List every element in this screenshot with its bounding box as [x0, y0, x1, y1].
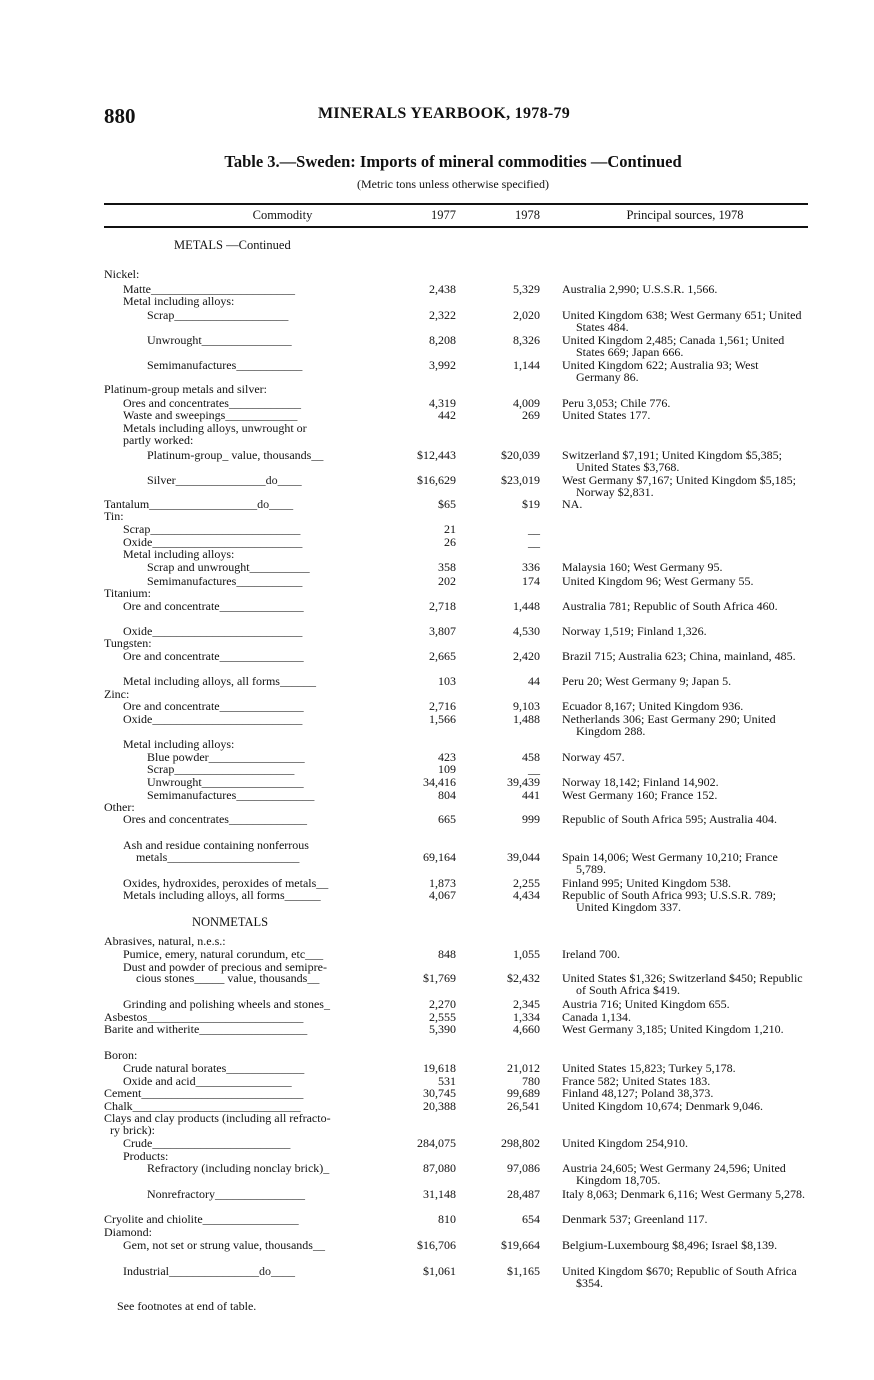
commodity-name: Diamond: [104, 1225, 152, 1239]
table-subtitle: (Metric tons unless otherwise specified) [357, 177, 549, 191]
value-1977: 5,390 [429, 1022, 456, 1036]
leader-dots: __________________________ [147, 1010, 304, 1024]
commodity-label [123, 434, 193, 447]
leader-dots: __ [316, 876, 329, 890]
commodity-name: Metals including alloys, all forms [123, 888, 285, 902]
leader-dots: ___________ [236, 358, 303, 372]
principal-sources: Ireland 700. [562, 947, 620, 961]
value-1977: $12,443 [417, 448, 456, 462]
commodity-name: Scrap [147, 762, 175, 776]
leader-dots: __________________do____ [149, 497, 294, 511]
leader-dots: ____________________________ [132, 1099, 301, 1113]
principal-sources: Malaysia 160; West Germany 95. [562, 560, 723, 574]
value-1978: 9,103 [513, 699, 540, 713]
commodity-name: Crude [123, 1136, 153, 1150]
commodity-name: Waste and sweepings [123, 408, 226, 422]
leader-dots: ________________ [195, 1074, 292, 1088]
principal-sources: West Germany $7,167; United Kingdom $5,185; Norway $2,831. [562, 473, 797, 499]
running-title: MINERALS YEARBOOK, 1978-79 [318, 105, 571, 122]
commodity-name: Dust and powder of precious and semipre- [123, 960, 327, 974]
commodity-name: Ore and concentrate [123, 699, 220, 713]
commodity-name: Gem, not set or strung value, thousands [123, 1238, 313, 1252]
value-1978: 99,689 [507, 1086, 540, 1100]
principal-sources: Austria 24,605; West Germany 24,596; United Kingdom 18,705. [562, 1161, 786, 1187]
commodity-name: Metal including alloys: [123, 547, 235, 561]
principal-sources: West Germany 3,185; United Kingdom 1,210. [562, 1022, 784, 1036]
leader-dots: ___________ [236, 574, 303, 588]
principal-sources: Norway 18,142; Finland 14,902. [562, 775, 719, 789]
commodity-name: Oxide [123, 712, 153, 726]
commodity-name: Other: [104, 800, 135, 814]
commodity-name: Semimanufactures [147, 358, 237, 372]
principal-sources: Italy 8,063; Denmark 6,116; West Germany 5,278. [562, 1187, 805, 1201]
value-1977: 31,148 [423, 1187, 456, 1201]
commodity-name: ry brick): [110, 1123, 155, 1137]
principal-sources: Netherlands 306; East Germany 290; United Kingdom 288. [562, 712, 776, 738]
value-1977: 1,566 [429, 712, 456, 726]
principal-sources: Denmark 537; Greenland 117. [562, 1212, 708, 1226]
leader-dots: ______________ [219, 699, 304, 713]
commodity-label [123, 889, 321, 902]
commodity-name: Asbestos [104, 1010, 148, 1024]
value-1978: 4,530 [513, 624, 540, 638]
commodity-label [104, 1023, 307, 1036]
value-1978: 298,802 [501, 1136, 540, 1150]
commodity-name: Chalk [104, 1099, 133, 1113]
principal-sources: Spain 14,006; West Germany 10,210; France 5,789. [562, 850, 778, 876]
value-1978: 1,448 [513, 599, 540, 613]
commodity-name: Unwrought [147, 775, 202, 789]
value-1977: $1,769 [423, 971, 456, 985]
leader-dots: ________________________ [151, 282, 295, 296]
leader-dots: _______________do____ [169, 1264, 295, 1278]
commodity-name: Boron: [104, 1048, 138, 1062]
value-1978: $23,019 [501, 473, 540, 487]
commodity-label [136, 851, 299, 864]
value-1977: 4,319 [429, 396, 456, 410]
commodity-label [147, 359, 302, 372]
value-1978: 336 [522, 560, 540, 574]
commodity-name: Cryolite and chiolite [104, 1212, 203, 1226]
footnote: See footnotes at end of table. [117, 1299, 257, 1313]
commodity-label [104, 268, 139, 281]
commodity-name: Scrap [147, 308, 175, 322]
commodity-name: Scrap [123, 522, 151, 536]
value-1978: $19,664 [501, 1238, 540, 1252]
commodity-name: Grinding and polishing wheels and stones [123, 997, 324, 1011]
principal-sources: Norway 457. [562, 750, 625, 764]
leader-dots: _ [323, 1161, 330, 1175]
principal-sources: Australia 781; Republic of South Africa 460. [562, 599, 778, 613]
value-1978: 5,329 [513, 282, 540, 296]
value-1977: 2,438 [429, 282, 456, 296]
value-1978: 39,439 [507, 775, 540, 789]
value-1977: 202 [438, 574, 456, 588]
value-1978: 39,044 [507, 850, 540, 864]
value-1978: __ [528, 522, 540, 536]
value-1977: 810 [438, 1212, 456, 1226]
principal-sources: Peru 20; West Germany 9; Japan 5. [562, 674, 732, 688]
value-1977: 34,416 [423, 775, 456, 789]
commodity-label [123, 713, 302, 726]
commodity-name: Platinum-group metals and silver: [104, 382, 267, 396]
principal-sources: NA. [562, 497, 583, 511]
principal-sources: Switzerland $7,191; United Kingdom $5,385; United States $3,768. [562, 448, 782, 474]
column-header-1978: 1978 [515, 208, 540, 222]
commodity-label [123, 600, 304, 613]
commodity-label [123, 295, 234, 308]
value-1978: 2,420 [513, 649, 540, 663]
value-1978: 4,434 [513, 888, 540, 902]
value-1977: 2,665 [429, 649, 456, 663]
commodity-name: Oxide [123, 624, 153, 638]
commodity-label [123, 813, 307, 826]
value-1977: 284,075 [417, 1136, 456, 1150]
leader-dots: ______________ [219, 649, 304, 663]
value-1977: 69,164 [423, 850, 456, 864]
commodity-name: Nonrefractory [147, 1187, 215, 1201]
leader-dots: ___________________ [174, 308, 289, 322]
value-1978: 26,541 [507, 1099, 540, 1113]
value-1978: __ [528, 762, 540, 776]
value-1978: 28,487 [507, 1187, 540, 1201]
commodity-label [123, 1239, 325, 1252]
principal-sources: Republic of South Africa 595; Australia 404. [562, 812, 777, 826]
value-1977: $16,629 [417, 473, 456, 487]
commodity-name: Matte [123, 282, 151, 296]
principal-sources: Australia 2,990; U.S.S.R. 1,566. [562, 282, 718, 296]
commodity-label [104, 383, 267, 396]
value-1977: 20,388 [423, 1099, 456, 1113]
commodity-name: Cement [104, 1086, 142, 1100]
leader-dots: _________________________ [152, 535, 303, 549]
principal-sources: Brazil 715; Australia 623; China, mainland, 485. [562, 649, 796, 663]
principal-sources: Ecuador 8,167; United Kingdom 936. [562, 699, 744, 713]
value-1977: 2,270 [429, 997, 456, 1011]
principal-sources: France 582; United States 183. [562, 1074, 711, 1088]
commodity-name: cious stones_____ value, thousands [136, 971, 308, 985]
value-1977: 2,322 [429, 308, 456, 322]
principal-sources: United States $1,326; Switzerland $450; Republic of South Africa $419. [562, 971, 803, 997]
value-1978: 654 [522, 1212, 540, 1226]
commodity-name: Metal including alloys, all forms [123, 674, 280, 688]
principal-sources: Peru 3,053; Chile 776. [562, 396, 671, 410]
commodity-name: Barite and witherite [104, 1022, 200, 1036]
principal-sources: Austria 716; United Kingdom 655. [562, 997, 730, 1011]
value-1977: 442 [438, 408, 456, 422]
commodity-name: Clays and clay products (including all refracto- [104, 1111, 331, 1125]
commodity-name: Tungsten: [104, 636, 152, 650]
commodity-name: Ores and concentrates [123, 812, 229, 826]
table-header-rule [104, 226, 808, 228]
principal-sources: United Kingdom 638; West Germany 651; United States 484. [562, 308, 802, 334]
value-1978: 44 [528, 674, 540, 688]
leader-dots: _________________________ [152, 712, 303, 726]
column-header-commodity: Commodity [252, 208, 313, 222]
value-1978: 4,009 [513, 396, 540, 410]
commodity-name: Nickel: [104, 267, 140, 281]
value-1977: 8,208 [429, 333, 456, 347]
leader-dots: _____________ [226, 1061, 305, 1075]
commodity-label [147, 575, 302, 588]
value-1978: 8,326 [513, 333, 540, 347]
value-1977: 26 [444, 535, 456, 549]
value-1977: 30,745 [423, 1086, 456, 1100]
value-1978: 441 [522, 788, 540, 802]
commodity-name: partly worked: [123, 433, 194, 447]
value-1978: $20,039 [501, 448, 540, 462]
value-1978: 1,334 [513, 1010, 540, 1024]
commodity-name: Ash and residue containing nonferrous [123, 838, 309, 852]
leader-dots: ______ [279, 674, 316, 688]
commodity-name: Silver [147, 473, 176, 487]
principal-sources: Finland 995; United Kingdom 538. [562, 876, 731, 890]
commodity-name: Tin: [104, 509, 124, 523]
value-1978: 269 [522, 408, 540, 422]
commodity-name: Semimanufactures [147, 574, 237, 588]
value-1977: 804 [438, 788, 456, 802]
commodity-name: Oxide and acid [123, 1074, 196, 1088]
leader-dots: ______________________ [167, 850, 300, 864]
principal-sources: Finland 48,127; Poland 38,373. [562, 1086, 714, 1100]
leader-dots: __ [312, 1238, 325, 1252]
commodity-name: Ores and concentrates [123, 396, 229, 410]
commodity-label [147, 334, 292, 347]
leader-dots: __ [311, 448, 324, 462]
leader-dots: _______________ [214, 1187, 305, 1201]
value-1978: 1,488 [513, 712, 540, 726]
commodity-name: Pumice, emery, natural corundum, etc [123, 947, 306, 961]
principal-sources: West Germany 160; France 152. [562, 788, 718, 802]
leader-dots: ________________ [202, 1212, 299, 1226]
commodity-name: Ore and concentrate [123, 599, 220, 613]
value-1978: $1,165 [507, 1264, 540, 1278]
commodity-name: Platinum-group_ value, thousands [147, 448, 312, 462]
section-heading-nonmetals: NONMETALS [192, 915, 269, 929]
value-1977: $1,061 [423, 1264, 456, 1278]
table-top-rule [104, 203, 808, 205]
commodity-name: Zinc: [104, 687, 130, 701]
commodity-name: Unwrought [147, 333, 202, 347]
principal-sources: Norway 1,519; Finland 1,326. [562, 624, 707, 638]
value-1978: 780 [522, 1074, 540, 1088]
leader-dots: __________________ [199, 1022, 308, 1036]
principal-sources: United Kingdom 254,910. [562, 1136, 688, 1150]
value-1977: 21 [444, 522, 456, 536]
value-1978: 174 [522, 574, 540, 588]
commodity-name: Abrasives, natural, n.e.s.: [104, 934, 226, 948]
principal-sources: United Kingdom 10,674; Denmark 9,046. [562, 1099, 763, 1113]
leader-dots: __________ [249, 560, 310, 574]
leader-dots: ______________ [219, 599, 304, 613]
value-1977: $16,706 [417, 1238, 456, 1252]
commodity-name: metals [136, 850, 168, 864]
commodity-label [147, 474, 302, 487]
commodity-label [123, 675, 316, 688]
value-1978: 999 [522, 812, 540, 826]
commodity-name: Refractory (including nonclay brick) [147, 1161, 324, 1175]
principal-sources: United Kingdom 96; West Germany 55. [562, 574, 754, 588]
value-1977: 358 [438, 560, 456, 574]
commodity-name: Metal including alloys: [123, 737, 235, 751]
value-1977: 109 [438, 762, 456, 776]
commodity-label [147, 1162, 329, 1175]
value-1978: 2,255 [513, 876, 540, 890]
commodity-name: Tantalum [104, 497, 150, 511]
value-1978: 1,055 [513, 947, 540, 961]
commodity-label [147, 561, 310, 574]
value-1977: $65 [438, 497, 456, 511]
commodity-label [123, 650, 304, 663]
commodity-name: Products: [123, 1149, 169, 1163]
leader-dots: ______ [284, 888, 321, 902]
commodity-label [104, 510, 124, 523]
leader-dots: _____________ [236, 788, 315, 802]
leader-dots: ____________ [228, 396, 301, 410]
value-1977: 103 [438, 674, 456, 688]
section-heading-metals: METALS —Continued [174, 238, 291, 252]
value-1978: $19 [522, 497, 540, 511]
leader-dots: _______________ [201, 333, 292, 347]
value-1978: 458 [522, 750, 540, 764]
leader-dots: ____________________ [174, 762, 295, 776]
value-1977: 3,807 [429, 624, 456, 638]
principal-sources: United States 15,823; Turkey 5,178. [562, 1061, 736, 1075]
value-1977: 87,080 [423, 1161, 456, 1175]
commodity-label [147, 1188, 305, 1201]
value-1978: 1,144 [513, 358, 540, 372]
value-1978: 4,660 [513, 1022, 540, 1036]
principal-sources: Republic of South Africa 993; U.S.S.R. 789; United Kingdom 337. [562, 888, 776, 914]
value-1977: 19,618 [423, 1061, 456, 1075]
principal-sources: United Kingdom 2,485; Canada 1,561; United States 669; Japan 666. [562, 333, 785, 359]
commodity-name: Titanium: [104, 586, 151, 600]
commodity-label [147, 789, 314, 802]
value-1977: 2,555 [429, 1010, 456, 1024]
principal-sources: Canada 1,134. [562, 1010, 631, 1024]
commodity-name: Metals including alloys, unwrought or [123, 421, 307, 435]
column-header-sources: Principal sources, 1978 [626, 208, 744, 222]
leader-dots: _____________ [228, 812, 307, 826]
leader-dots: _______________do____ [175, 473, 302, 487]
value-1977: 531 [438, 1074, 456, 1088]
leader-dots: ________________ [208, 750, 305, 764]
leader-dots: _________________ [201, 775, 304, 789]
leader-dots: ___________________________ [141, 1086, 304, 1100]
commodity-name: Scrap and unwrought [147, 560, 250, 574]
column-header-1977: 1977 [431, 208, 456, 222]
value-1977: 2,716 [429, 699, 456, 713]
principal-sources: United States 177. [562, 408, 651, 422]
value-1977: 423 [438, 750, 456, 764]
page-number: 880 [104, 104, 136, 128]
commodity-label [104, 498, 293, 511]
value-1978: 21,012 [507, 1061, 540, 1075]
value-1978: 97,086 [507, 1161, 540, 1175]
commodity-name: Oxide [123, 535, 153, 549]
value-1977: 665 [438, 812, 456, 826]
leader-dots: __ [307, 971, 320, 985]
value-1978: $2,432 [507, 971, 540, 985]
commodity-name: Ore and concentrate [123, 649, 220, 663]
value-1978: 2,345 [513, 997, 540, 1011]
leader-dots: _______________________ [152, 1136, 291, 1150]
value-1978: __ [528, 535, 540, 549]
commodity-name: Semimanufactures [147, 788, 237, 802]
value-1977: 3,992 [429, 358, 456, 372]
value-1977: 4,067 [429, 888, 456, 902]
commodity-label [147, 449, 323, 462]
commodity-name: Industrial [123, 1264, 169, 1278]
commodity-name: Blue powder [147, 750, 209, 764]
principal-sources: United Kingdom 622; Australia 93; West Germany 86. [562, 358, 759, 384]
commodity-name: Crude natural borates [123, 1061, 227, 1075]
leader-dots: ___ [305, 947, 324, 961]
commodity-label [147, 309, 288, 322]
value-1977: 848 [438, 947, 456, 961]
value-1977: 1,873 [429, 876, 456, 890]
principal-sources: United Kingdom $670; Republic of South Africa $354. [562, 1264, 797, 1290]
leader-dots: _________________________ [150, 522, 301, 536]
commodity-name: Metal including alloys: [123, 294, 235, 308]
value-1978: 2,020 [513, 308, 540, 322]
leader-dots: _________________________ [152, 624, 303, 638]
principal-sources: Belgium-Luxembourg $8,496; Israel $8,139. [562, 1238, 778, 1252]
leader-dots: ____________ [225, 408, 298, 422]
commodity-label [136, 972, 319, 985]
table-title: Table 3.—Sweden: Imports of mineral commodities —Continued [224, 152, 682, 171]
leader-dots: _ [323, 997, 330, 1011]
commodity-name: Oxides, hydroxides, peroxides of metals [123, 876, 317, 890]
value-1977: 2,718 [429, 599, 456, 613]
commodity-label [123, 1265, 295, 1278]
